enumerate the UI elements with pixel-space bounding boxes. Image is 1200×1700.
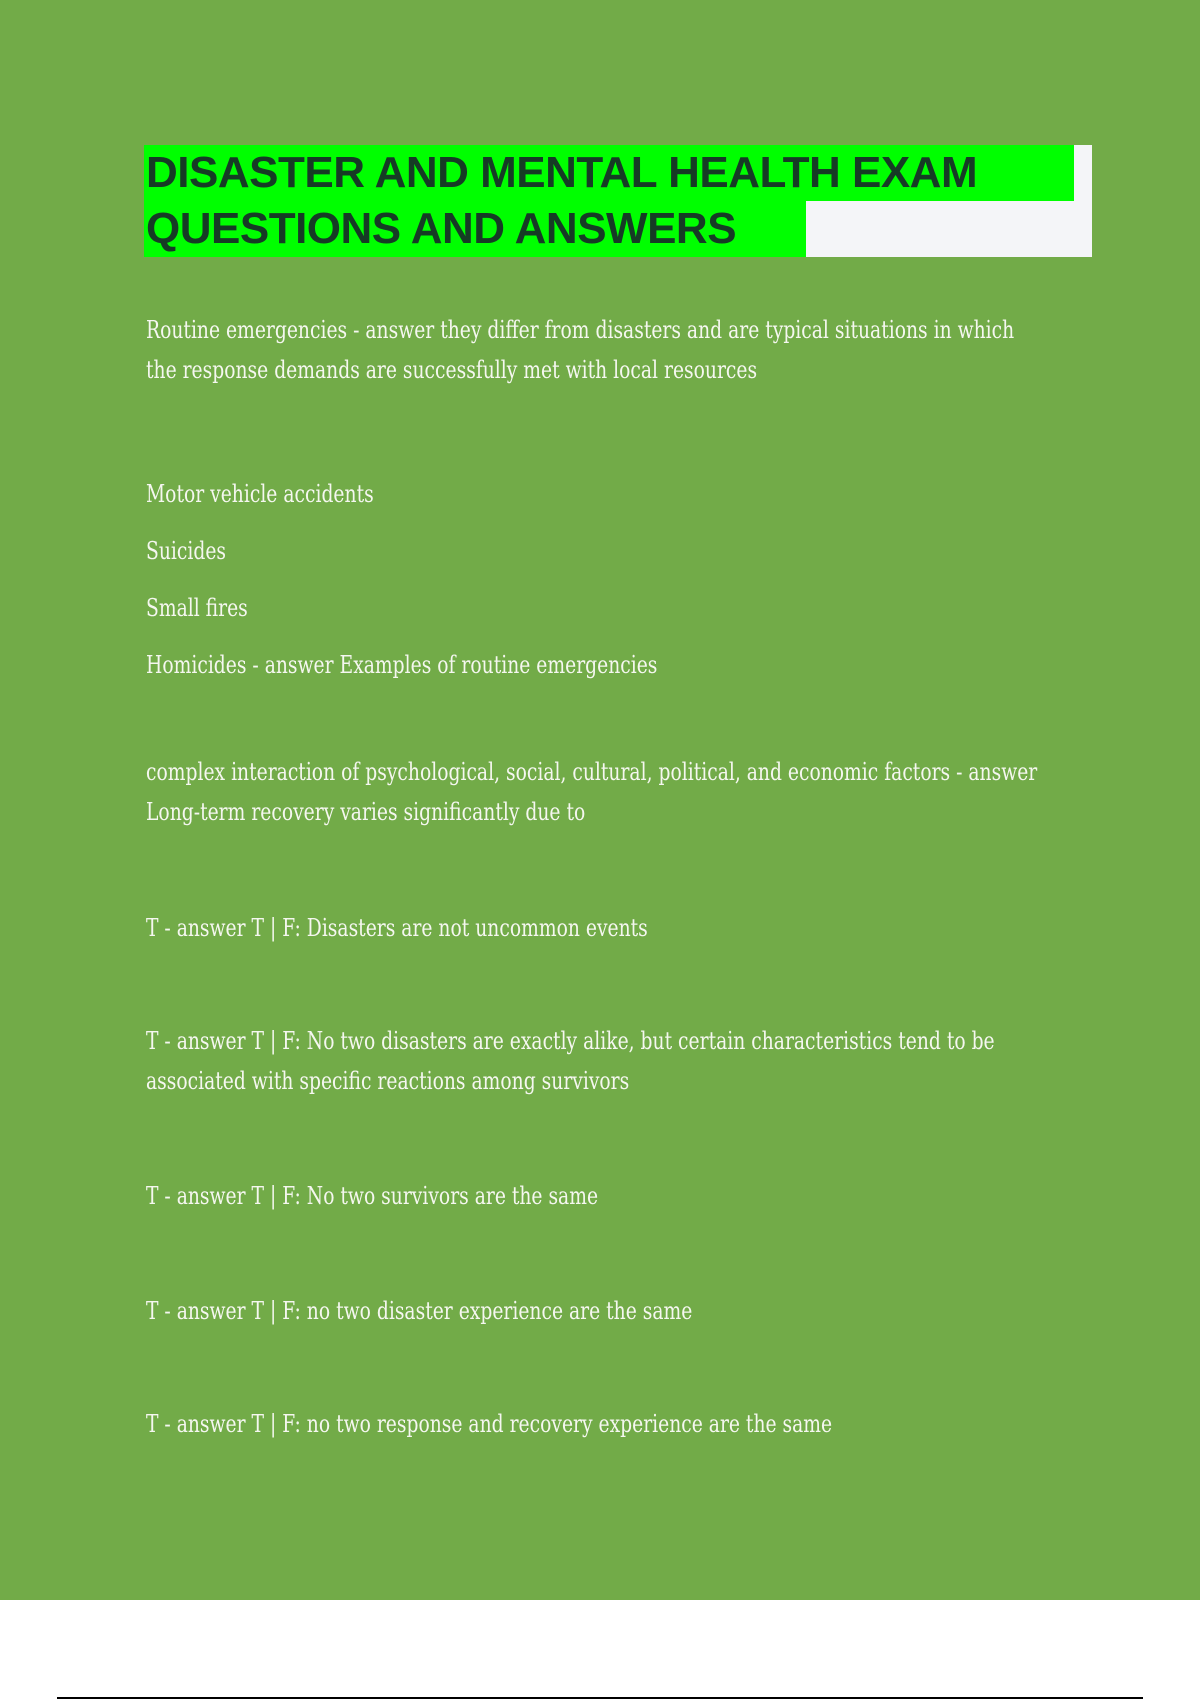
qa-entry <box>146 1021 1059 1101</box>
footer-divider <box>57 1697 1143 1699</box>
qa-text: T - answer T | F: no two disaster experience are the same <box>146 1297 693 1325</box>
qa-entry <box>146 466 657 694</box>
qa-entry <box>146 310 1043 390</box>
title-box <box>144 145 1092 257</box>
qa-text: complex interaction of psychological, social, cultural, political, and economic factors - answer Long-term recovery varies significantly due to <box>146 758 1038 826</box>
qa-text: T - answer T | F: no two response and recovery experience are the same <box>146 1410 833 1438</box>
qa-text: T - answer T | F: No two disasters are exactly alike, but certain characteristics tend to be associated with specific reactions among survivors <box>146 1027 995 1095</box>
qa-text: Homicides - answer Examples of routine emergencies <box>146 651 658 679</box>
qa-entry <box>146 752 1043 832</box>
qa-entry <box>146 1176 598 1216</box>
document-title: DISASTER AND MENTAL HEALTH EXAM QUESTIONS AND ANSWERS <box>146 148 978 253</box>
qa-entry <box>146 1291 692 1331</box>
qa-text: T - answer T | F: No two survivors are the same <box>146 1182 599 1210</box>
qa-text: Routine emergencies - answer they differ from disasters and are typical situations in which the response demands are successfully met with local resources <box>146 316 1015 384</box>
qa-text: Small fires <box>146 594 248 622</box>
qa-entry <box>146 908 648 948</box>
qa-text: T - answer T | F: Disasters are not uncommon events <box>146 914 648 942</box>
qa-text: Motor vehicle accidents <box>146 480 374 508</box>
qa-entry <box>146 1404 832 1444</box>
qa-text: Suicides <box>146 537 227 565</box>
